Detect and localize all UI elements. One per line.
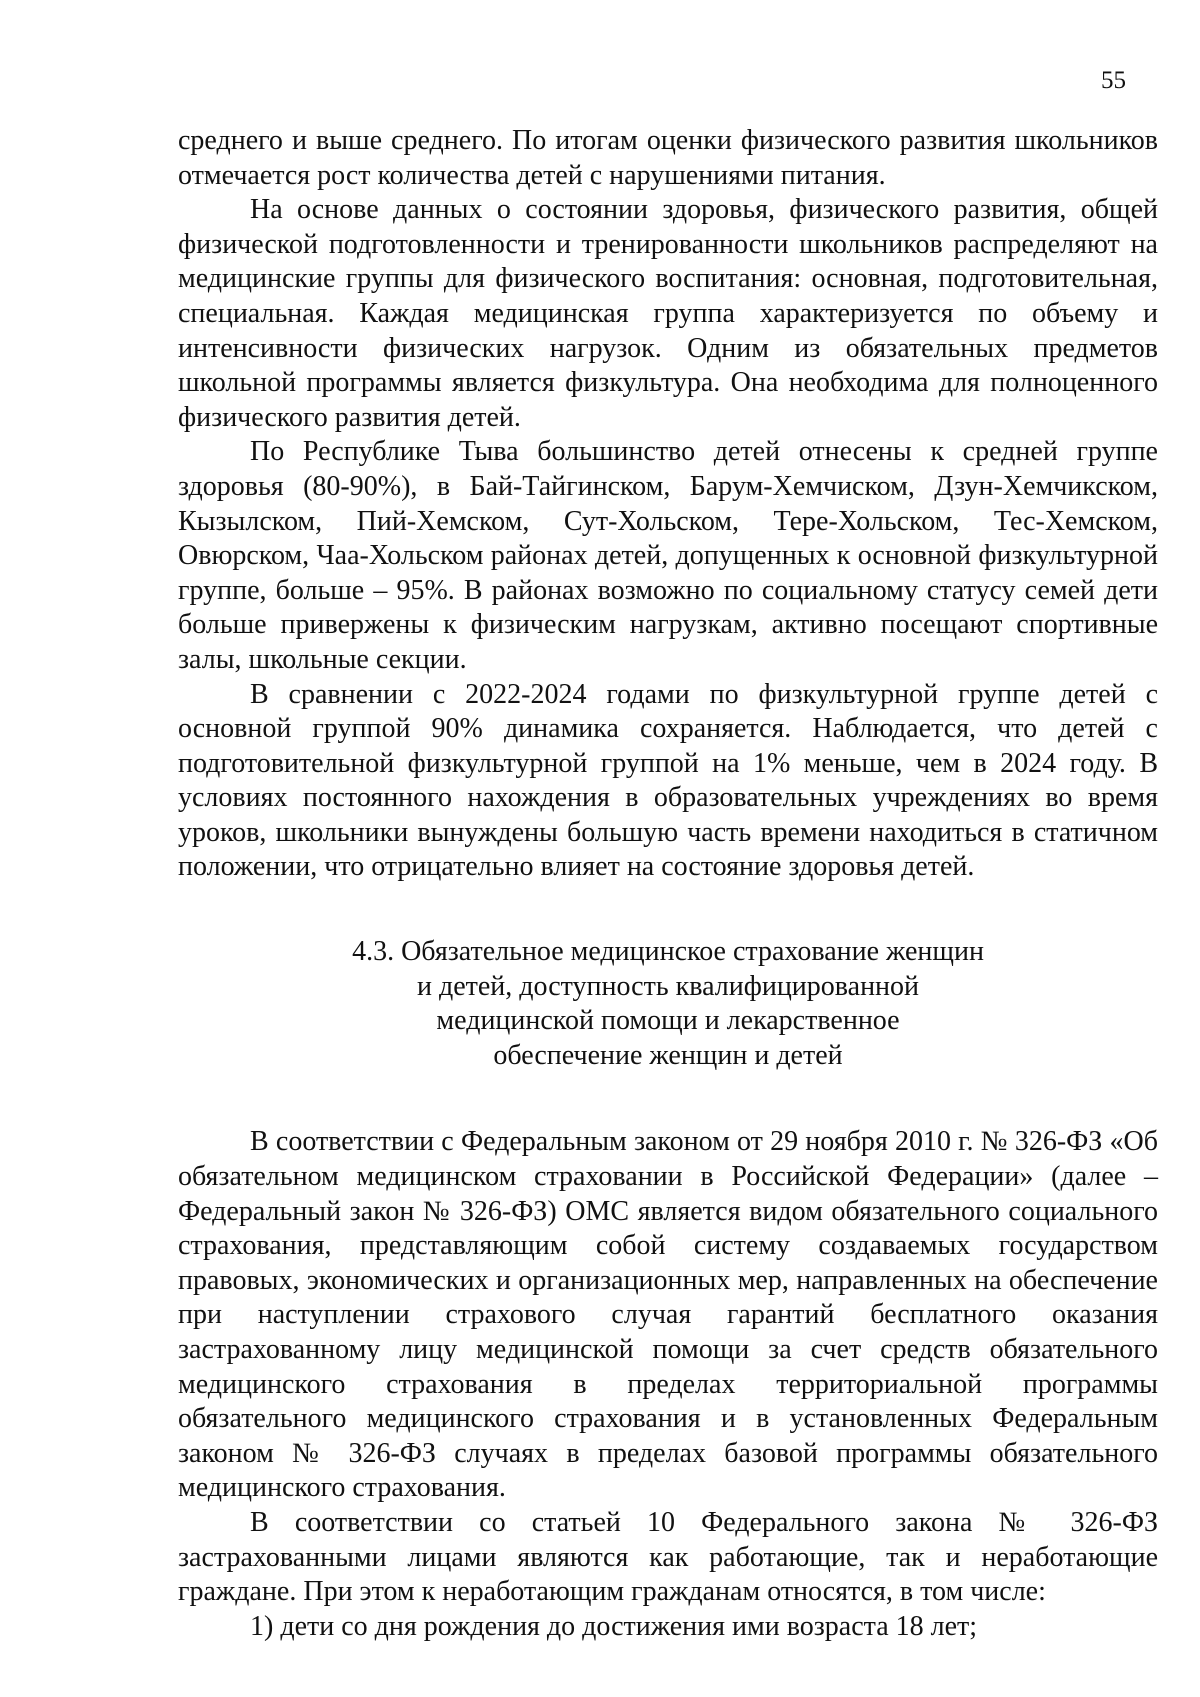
section-heading-line: 4.3. Обязательное медицинское страхование женщин	[352, 936, 984, 968]
document-body	[178, 124, 1158, 1644]
section-heading-line: обеспечение женщин и детей	[493, 1039, 843, 1071]
paragraph-federal-law: В соответствии с Федеральным законом от 29 ноября 2010 г. № 326-ФЗ «Об обязательном медицинском страховании в Российской Федерации» (далее – Федеральный закон № 326-ФЗ) ОМС является видом обязательного социального страхования, представляющим собой систему создаваемых государством правовых, экономических и организационных мер, направленных на обеспечение при наступлении страхового случая гарантий бесплатного оказания застрахованному лицу медицинской помощи за счет средств обязательного медицинского страхования в пределах территориальной программы обязательного медицинского страхования и в установленных Федеральным законом № 326-ФЗ случаях в пределах базовой программы обязательного медицинского страхования.	[178, 1126, 1158, 1504]
paragraph-article-10: В соответствии со статьей 10 Федерального закона № 326-ФЗ застрахованными лицами являются как работающие, так и неработающие граждане. При этом к неработающим гражданам относятся, в том числе:	[178, 1506, 1158, 1608]
page-number: 55	[1101, 67, 1126, 94]
list-item: 1) дети со дня рождения до достижения ими возраста 18 лет;	[250, 1610, 978, 1642]
paragraph-tuva-districts: По Республике Тыва большинство детей отнесены к средней группе здоровья (80-90%), в Бай-Тайгинском, Барум-Хемчиском, Дзун-Хемчикском, Кызылском, Пий-Хемском, Сут-Хольском, Тере-Хольском, Тес-Хемском, Овюрском, Чаа-Хольском районах детей, допущенных к основной физкультурной группе, больше – 95%. В районах возможно по социальному статусу семей дети больше привержены к физическим нагрузкам, активно посещают спортивные залы, школьные секции.	[178, 436, 1158, 675]
paragraph-comparison: В сравнении с 2022-2024 годами по физкультурной группе детей с основной группой 90% динамика сохраняется. Наблюдается, что детей с подготовительной физкультурной группой на 1% меньше, чем в 2024 году. В условиях постоянного нахождения в образовательных учреждениях во время уроков, школьники вынуждены большую часть времени находиться в статичном положении, что отрицательно влияет на состояние здоровья детей.	[178, 678, 1158, 883]
section-heading-line: медицинской помощи и лекарственное	[436, 1005, 900, 1037]
section-heading-line: и детей, доступность квалифицированной	[416, 970, 920, 1002]
section-heading	[178, 935, 1158, 1073]
paragraph-continuation: среднего и выше среднего. По итогам оценки физического развития школьников отмечается рост количества детей с нарушениями питания.	[178, 125, 1158, 191]
paragraph-medical-groups: На основе данных о состоянии здоровья, физического развития, общей физической подготовленности и тренированности школьников распределяют на медицинские группы для физического воспитания: основная, подготовительная, специальная. Каждая медицинская группа характеризуется по объему и интенсивности физических нагрузок. Одним из обязательных предметов школьной программы является физкультура. Она необходима для полноценного физического развития детей.	[178, 194, 1158, 433]
